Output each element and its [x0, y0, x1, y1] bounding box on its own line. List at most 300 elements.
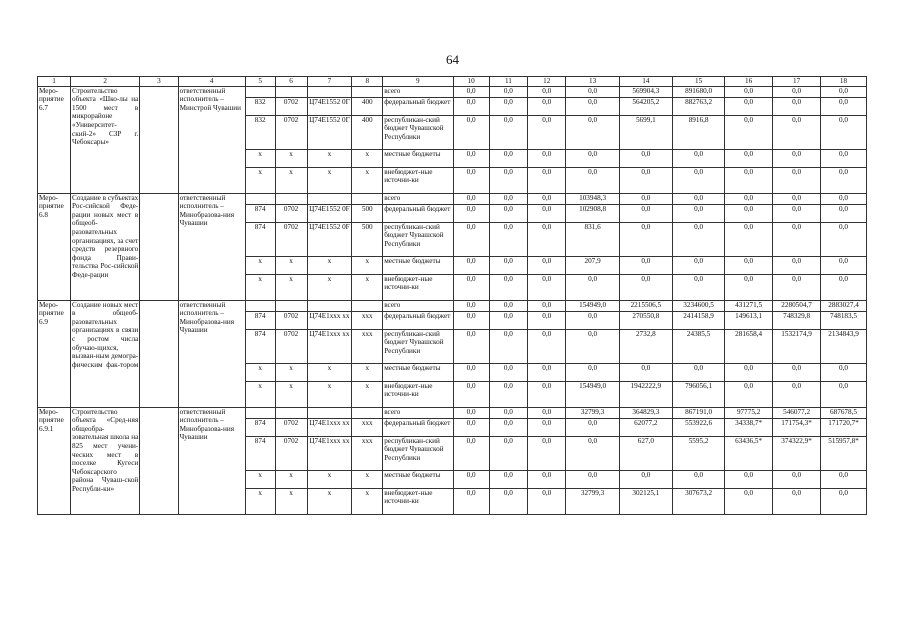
amount-cell: 0,0: [566, 363, 619, 381]
funding-source: местные бюджеты: [383, 149, 453, 167]
amount-cell: 0,0: [619, 204, 672, 222]
amount-cell: 0,0: [725, 97, 773, 115]
header-cell: 17: [773, 77, 821, 87]
amount-cell: 0,0: [489, 204, 527, 222]
amount-cell: 0,0: [566, 311, 619, 329]
grbs-code: [245, 300, 275, 311]
grbs-code: [245, 193, 275, 204]
target-code: x: [307, 256, 352, 274]
grbs-code: x: [245, 149, 275, 167]
measure-id: Меро- приятие 6.9: [38, 300, 71, 407]
amount-cell: 0,0: [725, 204, 773, 222]
empty-cell: [140, 193, 178, 300]
amount-cell: 882763,2: [672, 97, 724, 115]
header-row: [38, 77, 867, 87]
section-code: x: [275, 381, 307, 407]
grbs-code: [245, 86, 275, 97]
amount-cell: 0,0: [773, 204, 821, 222]
expense-type-code: xxx: [352, 311, 383, 329]
expense-type-code: x: [352, 167, 383, 193]
amount-cell: 627,0: [619, 436, 672, 470]
amount-cell: 103948,3: [566, 193, 619, 204]
amount-cell: 0,0: [821, 115, 867, 149]
section-code: 0702: [275, 97, 307, 115]
header-cell: 14: [619, 77, 672, 87]
expense-type-code: 400: [352, 115, 383, 149]
amount-cell: 0,0: [619, 363, 672, 381]
amount-cell: 0,0: [453, 256, 489, 274]
amount-cell: 564205,2: [619, 97, 672, 115]
grbs-code: 874: [245, 204, 275, 222]
expense-type-code: x: [352, 256, 383, 274]
amount-cell: 0,0: [672, 149, 724, 167]
amount-cell: 34338,7*: [725, 418, 773, 436]
funding-source: внебюджет-ные источни-ки: [383, 381, 453, 407]
header-cell: 2: [71, 77, 140, 87]
header-cell: 9: [383, 77, 453, 87]
expense-type-code: xxx: [352, 329, 383, 363]
amount-cell: 0,0: [566, 470, 619, 488]
amount-cell: 207,9: [566, 256, 619, 274]
expense-type-code: [352, 407, 383, 418]
amount-cell: 0,0: [528, 488, 566, 514]
section-code: x: [275, 167, 307, 193]
amount-cell: 2134843,9: [821, 329, 867, 363]
amount-cell: 0,0: [672, 204, 724, 222]
amount-cell: 0,0: [453, 363, 489, 381]
table-row: [38, 407, 867, 418]
amount-cell: 2732,8: [619, 329, 672, 363]
amount-cell: 0,0: [821, 167, 867, 193]
grbs-code: x: [245, 274, 275, 300]
amount-cell: 0,0: [489, 193, 527, 204]
amount-cell: 1942222,9: [619, 381, 672, 407]
amount-cell: 687678,5: [821, 407, 867, 418]
amount-cell: 0,0: [489, 149, 527, 167]
amount-cell: 2215506,5: [619, 300, 672, 311]
measure-id: Меро- приятие 6.8: [38, 193, 71, 300]
header-cell: 10: [453, 77, 489, 87]
amount-cell: 0,0: [489, 311, 527, 329]
header-cell: 16: [725, 77, 773, 87]
funding-source: республикан-ский бюджет Чувашской Республики: [383, 436, 453, 470]
amount-cell: 0,0: [566, 97, 619, 115]
amount-cell: 0,0: [489, 86, 527, 97]
amount-cell: 0,0: [453, 488, 489, 514]
amount-cell: 0,0: [453, 381, 489, 407]
amount-cell: 0,0: [453, 329, 489, 363]
amount-cell: 0,0: [489, 329, 527, 363]
section-code: [275, 407, 307, 418]
header-cell: 18: [821, 77, 867, 87]
target-code: Ц74Е1xxx xx: [307, 329, 352, 363]
amount-cell: 0,0: [453, 274, 489, 300]
amount-cell: 0,0: [725, 193, 773, 204]
amount-cell: 0,0: [528, 86, 566, 97]
amount-cell: 0,0: [566, 149, 619, 167]
amount-cell: 0,0: [489, 407, 527, 418]
amount-cell: 0,0: [672, 222, 724, 256]
target-code: Ц74Е1552 0Г: [307, 97, 352, 115]
amount-cell: 0,0: [821, 274, 867, 300]
target-code: x: [307, 167, 352, 193]
table-row: [38, 300, 867, 311]
amount-cell: 0,0: [566, 274, 619, 300]
amount-cell: 0,0: [725, 86, 773, 97]
target-code: x: [307, 381, 352, 407]
grbs-code: x: [245, 470, 275, 488]
amount-cell: 62077,2: [619, 418, 672, 436]
funding-source: внебюджет-ные источни-ки: [383, 488, 453, 514]
section-code: x: [275, 363, 307, 381]
amount-cell: 0,0: [489, 418, 527, 436]
amount-cell: 0,0: [528, 311, 566, 329]
section-code: 0702: [275, 436, 307, 470]
amount-cell: 0,0: [566, 115, 619, 149]
section-code: 0702: [275, 115, 307, 149]
funding-source: всего: [383, 407, 453, 418]
amount-cell: 0,0: [566, 329, 619, 363]
table-row: [38, 193, 867, 204]
amount-cell: 796056,1: [672, 381, 724, 407]
empty-cell: [140, 300, 178, 407]
amount-cell: 0,0: [773, 274, 821, 300]
expense-type-code: 400: [352, 97, 383, 115]
amount-cell: 302125,1: [619, 488, 672, 514]
target-code: Ц74Е1xxx xx: [307, 418, 352, 436]
target-code: Ц74Е1xxx xx: [307, 311, 352, 329]
amount-cell: 0,0: [619, 222, 672, 256]
amount-cell: 0,0: [821, 193, 867, 204]
header-cell: 12: [528, 77, 566, 87]
amount-cell: 0,0: [489, 256, 527, 274]
amount-cell: 748183,5: [821, 311, 867, 329]
amount-cell: 1532174,9: [773, 329, 821, 363]
amount-cell: 0,0: [725, 274, 773, 300]
amount-cell: 0,0: [821, 256, 867, 274]
amount-cell: 2414158,9: [672, 311, 724, 329]
grbs-code: 874: [245, 329, 275, 363]
amount-cell: 171720,7*: [821, 418, 867, 436]
amount-cell: 0,0: [619, 167, 672, 193]
budget-table: [37, 76, 867, 515]
funding-source: местные бюджеты: [383, 363, 453, 381]
amount-cell: 0,0: [489, 470, 527, 488]
grbs-code: 874: [245, 418, 275, 436]
target-code: [307, 193, 352, 204]
amount-cell: 2280504,7: [773, 300, 821, 311]
table-row: [38, 86, 867, 97]
amount-cell: 0,0: [725, 222, 773, 256]
amount-cell: 97775,2: [725, 407, 773, 418]
amount-cell: 0,0: [773, 470, 821, 488]
expense-type-code: x: [352, 363, 383, 381]
amount-cell: 0,0: [453, 86, 489, 97]
amount-cell: 546077,2: [773, 407, 821, 418]
expense-type-code: x: [352, 149, 383, 167]
funding-source: местные бюджеты: [383, 256, 453, 274]
amount-cell: 0,0: [528, 418, 566, 436]
amount-cell: 0,0: [619, 470, 672, 488]
header-cell: 4: [178, 77, 245, 87]
funding-source: федеральный бюджет: [383, 204, 453, 222]
amount-cell: 0,0: [821, 204, 867, 222]
expense-type-code: xxx: [352, 418, 383, 436]
amount-cell: 515957,8*: [821, 436, 867, 470]
funding-source: республикан-ский бюджет Чувашской Республики: [383, 115, 453, 149]
amount-cell: 0,0: [528, 274, 566, 300]
section-code: 0702: [275, 204, 307, 222]
amount-cell: 0,0: [528, 381, 566, 407]
section-code: [275, 193, 307, 204]
amount-cell: 149613,1: [725, 311, 773, 329]
executor: ответственный исполнитель – Минобразова-ния Чувашии: [178, 300, 245, 407]
section-code: x: [275, 488, 307, 514]
section-code: x: [275, 470, 307, 488]
amount-cell: 0,0: [528, 329, 566, 363]
section-code: 0702: [275, 222, 307, 256]
amount-cell: 307673,2: [672, 488, 724, 514]
amount-cell: 0,0: [453, 193, 489, 204]
funding-source: республикан-ский бюджет Чувашской Республики: [383, 329, 453, 363]
expense-type-code: x: [352, 488, 383, 514]
amount-cell: 0,0: [821, 363, 867, 381]
header-cell: 13: [566, 77, 619, 87]
measure-name: Создание в субъектах Рос-сийской Феде-рации новых мест в общеоб-разовательных организациях, за счет средств резервного фонда Прави-тельства Рос-сийской Феде-рации: [71, 193, 140, 300]
amount-cell: 0,0: [773, 363, 821, 381]
grbs-code: x: [245, 256, 275, 274]
amount-cell: 0,0: [489, 274, 527, 300]
amount-cell: 0,0: [725, 381, 773, 407]
amount-cell: 0,0: [528, 436, 566, 470]
executor: ответственный исполнитель – Минобразова-ния Чувашии: [178, 407, 245, 514]
amount-cell: 0,0: [528, 193, 566, 204]
header-cell: 3: [140, 77, 178, 87]
measure-id: Меро- приятие 6.7: [38, 86, 71, 193]
amount-cell: 281658,4: [725, 329, 773, 363]
amount-cell: 0,0: [619, 274, 672, 300]
amount-cell: 0,0: [725, 149, 773, 167]
amount-cell: 0,0: [821, 149, 867, 167]
target-code: x: [307, 470, 352, 488]
amount-cell: 0,0: [725, 488, 773, 514]
amount-cell: 0,0: [672, 256, 724, 274]
amount-cell: 0,0: [528, 256, 566, 274]
amount-cell: 0,0: [725, 470, 773, 488]
amount-cell: 0,0: [489, 115, 527, 149]
amount-cell: 748329,8: [773, 311, 821, 329]
amount-cell: 0,0: [773, 222, 821, 256]
amount-cell: 891680,0: [672, 86, 724, 97]
measure-name: Строительство объекта «Шко-лы на 1500 мест в микрорайоне «Университет-ский-2» СЗР г. Чебоксары»: [71, 86, 140, 193]
amount-cell: 553922,6: [672, 418, 724, 436]
header-cell: 8: [352, 77, 383, 87]
grbs-code: 874: [245, 222, 275, 256]
amount-cell: 0,0: [528, 407, 566, 418]
amount-cell: 0,0: [566, 86, 619, 97]
amount-cell: 0,0: [489, 363, 527, 381]
expense-type-code: [352, 300, 383, 311]
amount-cell: 24385,5: [672, 329, 724, 363]
amount-cell: 0,0: [773, 115, 821, 149]
expense-type-code: x: [352, 470, 383, 488]
amount-cell: 0,0: [453, 204, 489, 222]
funding-source: федеральный бюджет: [383, 311, 453, 329]
header-cell: 6: [275, 77, 307, 87]
amount-cell: 0,0: [566, 418, 619, 436]
grbs-code: 832: [245, 97, 275, 115]
amount-cell: 171754,3*: [773, 418, 821, 436]
amount-cell: 0,0: [821, 381, 867, 407]
amount-cell: 0,0: [773, 381, 821, 407]
target-code: Ц74Е1xxx xx: [307, 436, 352, 470]
amount-cell: 0,0: [672, 470, 724, 488]
amount-cell: 32799,3: [566, 407, 619, 418]
amount-cell: 0,0: [453, 418, 489, 436]
amount-cell: 0,0: [821, 488, 867, 514]
amount-cell: 0,0: [453, 222, 489, 256]
amount-cell: 154949,0: [566, 300, 619, 311]
section-code: x: [275, 256, 307, 274]
funding-source: республикан-ский бюджет Чувашской Республики: [383, 222, 453, 256]
amount-cell: 0,0: [821, 222, 867, 256]
amount-cell: 0,0: [821, 86, 867, 97]
amount-cell: 0,0: [725, 256, 773, 274]
amount-cell: 0,0: [773, 167, 821, 193]
amount-cell: 0,0: [619, 149, 672, 167]
target-code: [307, 407, 352, 418]
grbs-code: 832: [245, 115, 275, 149]
amount-cell: 154949,0: [566, 381, 619, 407]
amount-cell: 0,0: [619, 256, 672, 274]
amount-cell: 0,0: [566, 167, 619, 193]
funding-source: внебюджет-ные источни-ки: [383, 274, 453, 300]
section-code: [275, 300, 307, 311]
header-cell: 11: [489, 77, 527, 87]
target-code: x: [307, 488, 352, 514]
amount-cell: 5699,1: [619, 115, 672, 149]
funding-source: всего: [383, 86, 453, 97]
amount-cell: 270550,8: [619, 311, 672, 329]
amount-cell: 0,0: [528, 470, 566, 488]
amount-cell: 374322,9*: [773, 436, 821, 470]
header-cell: 1: [38, 77, 71, 87]
target-code: Ц74Е1552 0F: [307, 204, 352, 222]
empty-cell: [140, 86, 178, 193]
amount-cell: 0,0: [725, 363, 773, 381]
grbs-code: 874: [245, 436, 275, 470]
empty-cell: [140, 407, 178, 514]
amount-cell: 0,0: [453, 311, 489, 329]
amount-cell: 0,0: [453, 167, 489, 193]
amount-cell: 0,0: [453, 97, 489, 115]
section-code: 0702: [275, 329, 307, 363]
executor: ответственный исполнитель – Минобразова-ния Чувашии: [178, 193, 245, 300]
amount-cell: 0,0: [489, 436, 527, 470]
amount-cell: 0,0: [773, 149, 821, 167]
measure-name: Строительство объекта «Сред-няя общеобра-зовательная школа на 825 мест учени-ческих мест в поселке Кугеси Чебоксарского района Чуваш-ской Республи-ки»: [71, 407, 140, 514]
funding-source: федеральный бюджет: [383, 97, 453, 115]
section-code: x: [275, 149, 307, 167]
amount-cell: 0,0: [489, 222, 527, 256]
expense-type-code: 500: [352, 222, 383, 256]
amount-cell: 63436,5*: [725, 436, 773, 470]
amount-cell: 0,0: [489, 488, 527, 514]
amount-cell: 0,0: [528, 149, 566, 167]
grbs-code: [245, 407, 275, 418]
target-code: Ц74Е1552 0F: [307, 222, 352, 256]
amount-cell: 831,6: [566, 222, 619, 256]
expense-type-code: [352, 86, 383, 97]
funding-source: местные бюджеты: [383, 470, 453, 488]
target-code: x: [307, 274, 352, 300]
amount-cell: 0,0: [528, 300, 566, 311]
amount-cell: 431271,5: [725, 300, 773, 311]
amount-cell: 0,0: [528, 167, 566, 193]
amount-cell: 2883027,4: [821, 300, 867, 311]
amount-cell: 32799,3: [566, 488, 619, 514]
target-code: [307, 300, 352, 311]
amount-cell: 0,0: [453, 470, 489, 488]
section-code: 0702: [275, 418, 307, 436]
amount-cell: 0,0: [672, 274, 724, 300]
amount-cell: 569904,3: [619, 86, 672, 97]
target-code: [307, 86, 352, 97]
amount-cell: 364829,3: [619, 407, 672, 418]
grbs-code: x: [245, 488, 275, 514]
grbs-code: 874: [245, 311, 275, 329]
amount-cell: 0,0: [672, 193, 724, 204]
amount-cell: 0,0: [773, 86, 821, 97]
amount-cell: 0,0: [619, 193, 672, 204]
target-code: x: [307, 363, 352, 381]
expense-type-code: 500: [352, 204, 383, 222]
measure-id: Меро- приятие 6.9.1: [38, 407, 71, 514]
amount-cell: 867191,0: [672, 407, 724, 418]
amount-cell: 0,0: [453, 407, 489, 418]
amount-cell: 0,0: [773, 97, 821, 115]
amount-cell: 0,0: [528, 115, 566, 149]
amount-cell: 0,0: [566, 436, 619, 470]
section-code: 0702: [275, 311, 307, 329]
amount-cell: 3234600,5: [672, 300, 724, 311]
amount-cell: 0,0: [773, 256, 821, 274]
amount-cell: 0,0: [672, 363, 724, 381]
expense-type-code: x: [352, 381, 383, 407]
funding-source: федеральный бюджет: [383, 418, 453, 436]
amount-cell: 0,0: [453, 436, 489, 470]
amount-cell: 0,0: [528, 97, 566, 115]
amount-cell: 102908,8: [566, 204, 619, 222]
amount-cell: 8916,8: [672, 115, 724, 149]
executor: ответственный исполнитель – Минстрой Чувашии: [178, 86, 245, 193]
amount-cell: 0,0: [489, 300, 527, 311]
amount-cell: 0,0: [725, 167, 773, 193]
grbs-code: x: [245, 381, 275, 407]
amount-cell: 0,0: [528, 204, 566, 222]
amount-cell: 0,0: [725, 115, 773, 149]
amount-cell: 0,0: [453, 300, 489, 311]
header-cell: 15: [672, 77, 724, 87]
funding-source: внебюджет-ные источни-ки: [383, 167, 453, 193]
amount-cell: 0,0: [528, 363, 566, 381]
amount-cell: 0,0: [453, 149, 489, 167]
amount-cell: 0,0: [489, 381, 527, 407]
amount-cell: 0,0: [528, 222, 566, 256]
page-number: 64: [446, 52, 459, 67]
amount-cell: 0,0: [773, 488, 821, 514]
target-code: x: [307, 149, 352, 167]
